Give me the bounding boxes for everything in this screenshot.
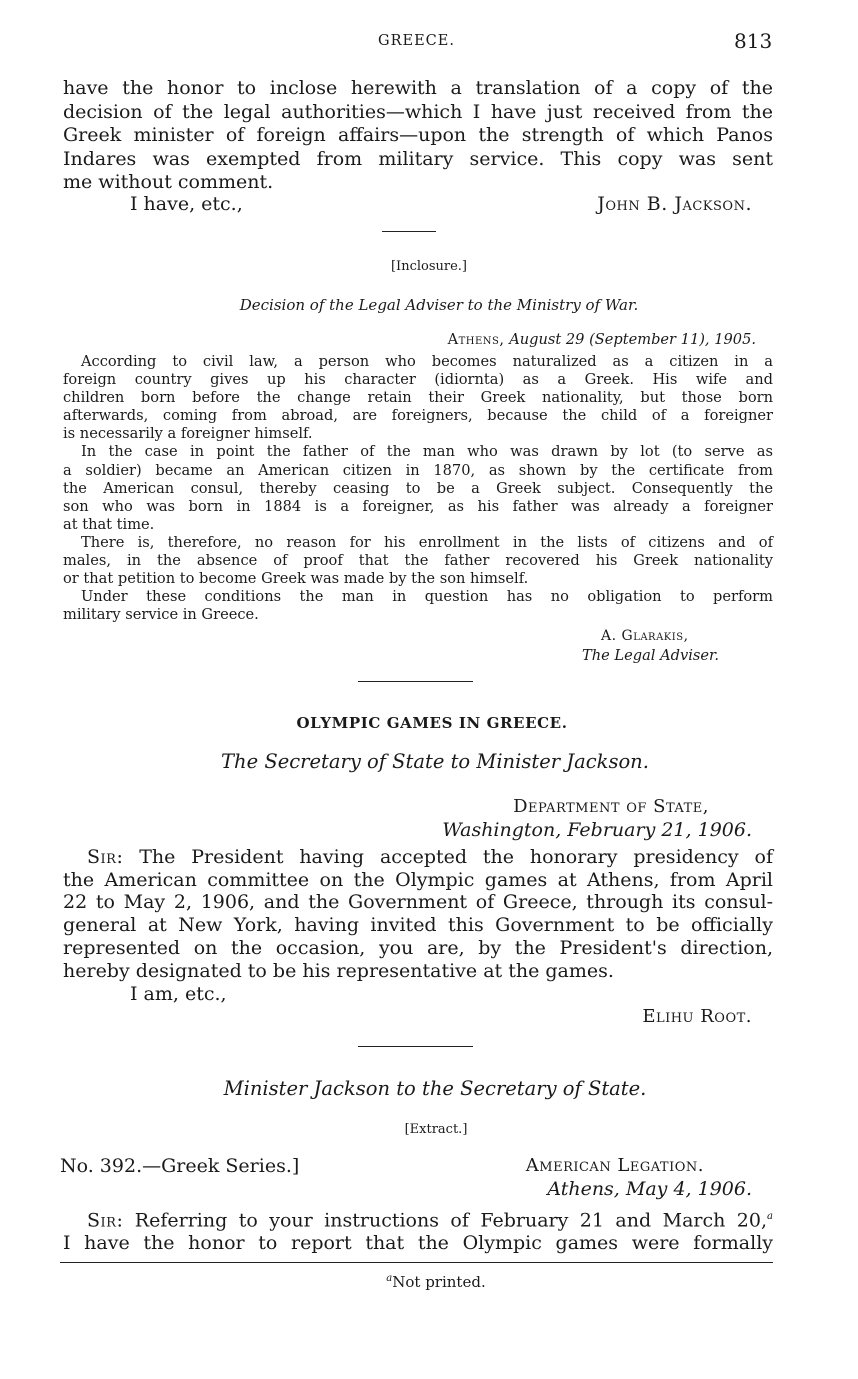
inclosure-paragraph-1 xyxy=(63,353,773,443)
para1-line-3: children born before the change retain their Greek nationality, but those born xyxy=(63,389,773,407)
para1-line-2: foreign country gives up his character (idiornta) as a Greek. His wife and xyxy=(63,371,773,389)
letter2-number: No. 392.—Greek Series.] xyxy=(60,1155,300,1177)
letter1-body xyxy=(63,846,773,982)
para2-line-3: the American consul, thereby ceasing to be a Greek subject. Consequently the xyxy=(63,479,773,497)
divider-1 xyxy=(382,231,436,232)
running-title: GREECE. xyxy=(378,33,455,49)
dateline-place: Athens, xyxy=(447,331,505,348)
para2-line-2: a soldier) became an American citizen in 1870, as shown by the certificate from xyxy=(63,461,773,479)
para3-line-1: There is, therefore, no reason for his enrollment in the lists of citizens and of xyxy=(81,533,773,551)
section-heading: OLYMPIC GAMES IN GREECE. xyxy=(296,714,568,732)
para2-line-1: In the case in point the father of the man who was drawn by lot (to serve as xyxy=(81,443,773,461)
letter1-line-1 xyxy=(63,846,773,869)
letter1-line-3: 22 to May 2, 1906, and the Government of Greece, through its consul- xyxy=(63,891,773,914)
letter1-title: The Secretary of State to Minister Jackson. xyxy=(221,750,649,773)
footnote xyxy=(0,1273,858,1291)
para2-line-4: son who was born in 1884 is a foreigner, as his father was already a foreigner xyxy=(63,497,773,515)
para3-line-3: or that petition to become Greek was made by the son himself. xyxy=(63,570,529,588)
letter2-place-date: Athens, May 4, 1906. xyxy=(547,1178,752,1200)
dateline-date: August 29 (September 11), 1905. xyxy=(509,331,756,348)
intro-line-2: decision of the legal authorities—which I have just received from the xyxy=(63,100,773,123)
letter1-closing: I am, etc., xyxy=(130,983,227,1005)
letter1-from: Department of State, xyxy=(513,796,709,817)
divider-3 xyxy=(358,1046,473,1047)
divider-2 xyxy=(358,681,473,682)
intro-line-5: me without comment. xyxy=(63,171,274,193)
footnote-mark: a xyxy=(386,1273,393,1284)
letter1-line-5: represented on the occasion, you are, by the President's direction, xyxy=(63,936,773,959)
letter1-line-2: the American committee on the Olympic games at Athens, from April xyxy=(63,868,773,891)
letter2-label: [Extract.] xyxy=(404,1122,468,1137)
inclosure-signer: A. Glarakis, xyxy=(601,628,689,644)
intro-line-4: Indares was exempted from military service. This copy was sent xyxy=(63,147,773,170)
inclosure-body xyxy=(63,353,773,624)
para3-line-2: males, in the absence of proof that the father recovered his Greek nationality xyxy=(63,552,773,570)
intro-line-3: Greek minister of foreign affairs—upon the strength of which Panos xyxy=(63,124,773,146)
page-number: 813 xyxy=(734,29,773,53)
letter1-salutation: Sir: xyxy=(87,846,124,868)
inclosure-dateline xyxy=(448,331,756,348)
footnote-rule xyxy=(60,1262,773,1263)
inclosure-paragraph-2 xyxy=(63,443,773,533)
para1-line-1: According to civil law, a person who becomes naturalized as a citizen in a xyxy=(81,353,773,370)
letter1-line-1-text: The President having accepted the honorary presidency of xyxy=(139,846,773,868)
intro-paragraph xyxy=(63,77,773,195)
para4-line-2: military service in Greece. xyxy=(63,606,259,624)
letter2-footnote-ref[interactable]: a xyxy=(767,1211,773,1222)
letter2-line-2: I have the honor to report that the Olympic games were formally xyxy=(63,1232,773,1255)
letter2-title: Minister Jackson to the Secretary of State. xyxy=(223,1077,647,1100)
inclosure-paragraph-4 xyxy=(63,588,773,624)
footnote-text: Not printed. xyxy=(392,1273,486,1291)
letter1-place-date: Washington, February 21, 1906. xyxy=(442,819,752,841)
inclosure-signer-title: The Legal Adviser. xyxy=(582,647,720,664)
letter1-line-4: general at New York, having invited this Government to be officially xyxy=(63,914,773,937)
intro-line-1: have the honor to inclose herewith a translation of a copy of the xyxy=(63,77,773,99)
letter2-body xyxy=(63,1205,773,1255)
letter2-line-1 xyxy=(63,1205,773,1232)
letter2-line-1-text: Referring to your instructions of February 21 and March 20, xyxy=(134,1209,768,1232)
letter2-salutation: Sir: xyxy=(87,1209,124,1232)
para1-line-4: afterwards, coming from abroad, are foreigners, because the child of a foreigner xyxy=(63,407,773,425)
inclosure-title: Decision of the Legal Adviser to the Ministry of War. xyxy=(239,296,639,314)
para2-line-5: at that time. xyxy=(63,515,155,533)
letter2-from: American Legation. xyxy=(525,1155,704,1176)
intro-closing: I have, etc., xyxy=(130,193,243,215)
inclosure-paragraph-3 xyxy=(63,534,773,588)
letter1-line-6: hereby designated to be his representative at the games. xyxy=(63,959,614,982)
intro-signature: John B. Jackson. xyxy=(597,193,752,215)
letter1-signature: Elihu Root. xyxy=(642,1006,752,1027)
inclosure-label: [Inclosure.] xyxy=(390,259,467,274)
para4-line-1: Under these conditions the man in question has no obligation to perform xyxy=(81,588,773,606)
para1-line-5: is necessarily a foreigner himself. xyxy=(63,425,313,443)
